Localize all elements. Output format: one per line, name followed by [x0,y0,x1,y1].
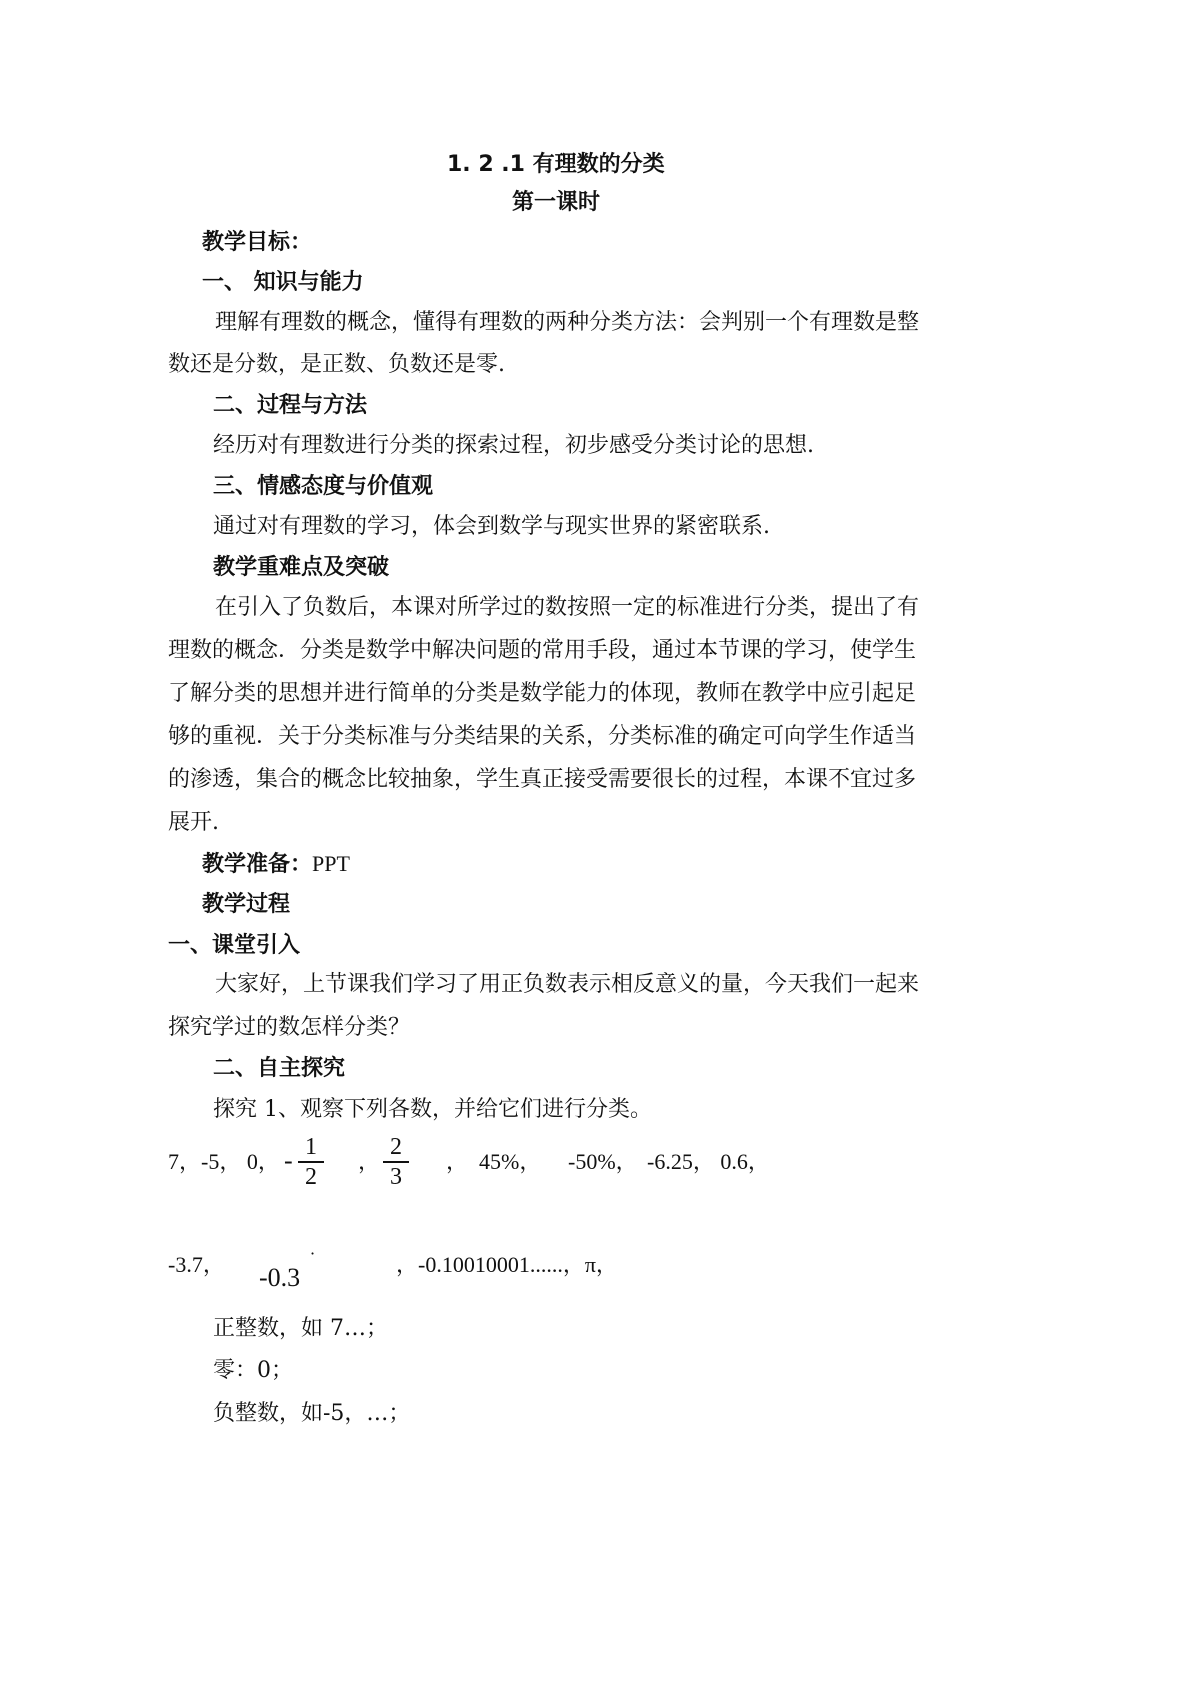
process-text: 经历对有理数进行分类的探索过程，初步感受分类讨论的思想. [213,433,814,458]
comma-1: ， [358,1149,381,1174]
process-heading: 教学过程 [202,892,291,917]
section-attitude-heading: 三、情感态度与价值观 [213,474,434,499]
keypoints-line-1: 在引入了负数后，本课对所学过的数按照一定的标准进行分类，提出了有 [215,595,920,620]
section-process-heading: 二、过程与方法 [213,393,368,418]
explore-text: 探究 1、观察下列各数，并给它们进行分类。 [213,1097,652,1122]
repeating-dot: · [310,1244,316,1263]
knowledge-line-1: 理解有理数的概念，懂得有理数的两种分类方法：会判别一个有理数是整 [215,310,920,335]
keypoints-line-4: 够的重视．关于分类标准与分类结果的关系，分类标准的确定可向学生作适当 [168,724,917,749]
keypoints-line-5: 的渗透，集合的概念比较抽象，学生真正接受需要很长的过程，本课不宜过多 [168,767,917,792]
fraction2-denominator: 3 [390,1164,402,1190]
intro-line-1: 大家好，上节课我们学习了用正负数表示相反意义的量，今天我们一起来 [215,972,920,997]
fraction1-sign: - [284,1146,293,1175]
fraction-two-thirds [381,1133,411,1191]
numbers-row2-end: ，-0.10010001......，π， [396,1252,618,1277]
number-neg-50-percent: -50%， [568,1149,638,1174]
page-subtitle: 第一课时 [512,190,601,215]
section-knowledge-heading: 一、 知识与能力 [202,270,364,295]
keypoints-line-6: 展开. [168,810,219,835]
repeating-decimal: -0.3 [259,1263,301,1292]
numbers-row1-end: -6.25， 0.6， [647,1149,770,1174]
fraction2-numerator: 2 [390,1134,402,1160]
comma-2: ， [446,1149,469,1174]
keypoints-line-3: 了解分类的思想并进行简单的分类是数学能力的体现，教师在教学中应引起足 [168,681,917,706]
fraction1-denominator: 2 [305,1164,317,1190]
prep-line [202,849,350,880]
numbers-row1-start: 7，-5， 0， [168,1149,280,1174]
fraction-one-half [296,1133,326,1191]
keypoints-heading: 教学重难点及突破 [213,555,390,580]
class-positive-integer: 正整数，如 7…； [213,1316,388,1341]
knowledge-line-2: 数还是分数，是正数、负数还是零. [168,352,505,377]
number-45-percent: 45%， [479,1149,542,1174]
prep-label: 教学准备： [202,852,313,877]
intro-line-2: 探究学过的数怎样分类？ [168,1015,411,1040]
fraction1-numerator: 1 [305,1134,317,1160]
attitude-text: 通过对有理数的学习，体会到数学与现实世界的紧密联系. [213,514,770,539]
intro-heading: 一、课堂引入 [168,933,301,958]
objectives-heading: 教学目标： [202,230,313,255]
class-zero: 零：0； [213,1358,293,1383]
prep-value: PPT [312,851,350,876]
keypoints-line-2: 理数的概念．分类是数学中解决问题的常用手段，通过本节课的学习，使学生 [168,638,917,663]
page-title: 1. 2 .1 有理数的分类 [447,152,665,177]
number-neg-3-7: -3.7， [168,1252,225,1277]
explore-heading: 二、自主探究 [213,1056,346,1081]
class-negative-integer: 负整数，如-5，…； [213,1401,411,1426]
